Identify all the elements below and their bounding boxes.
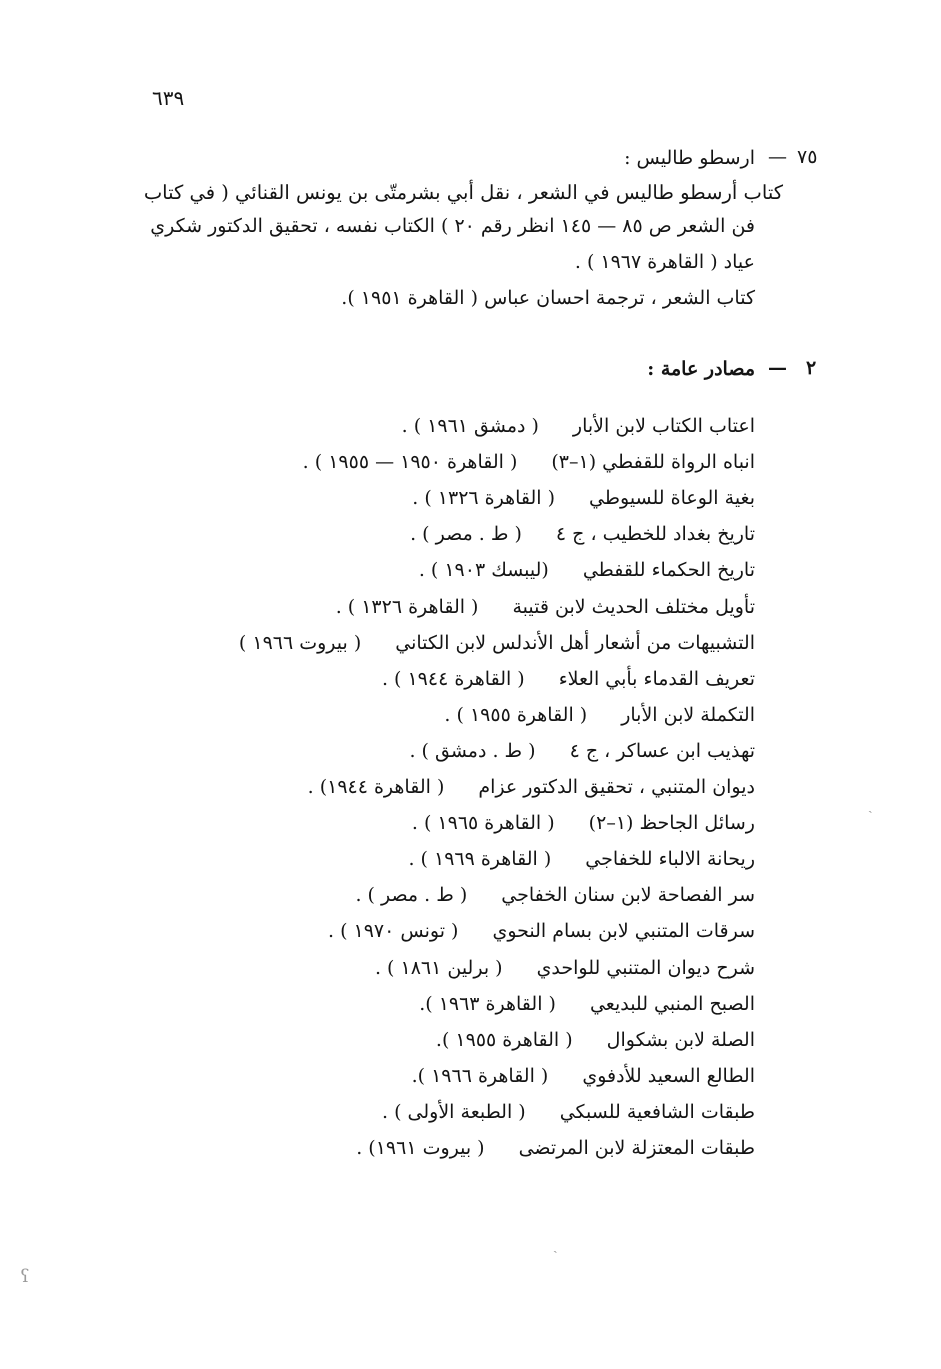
source-entry: [328, 919, 755, 943]
source-entry: [239, 631, 755, 655]
source-entry: [336, 595, 755, 619]
source-publication: ( بيروت ١٩٦١) .: [356, 1137, 485, 1159]
scan-speck: ˎ: [553, 1238, 558, 1254]
section-75-line-2: فن الشعر ص ٨٥ — ١٤٥ انظر رقم ٢٠ ) الكتاب نفسه ، تحقيق الدكتور شكري: [150, 215, 755, 237]
source-title: اعتاب الكتاب لابن الأبار: [572, 415, 755, 437]
source-title: التشبيهات من أشعار أهل الأندلس لابن الكتاني: [395, 632, 755, 654]
source-publication: ( القاهرة ١٣٢٦ ) .: [335, 596, 479, 618]
scan-speck: ʕ: [20, 1266, 30, 1287]
source-entry: [375, 956, 755, 980]
source-title: ديوان المتنبي ، تحقيق الدكتور عزام: [478, 776, 755, 798]
source-publication: ( القاهرة ١٩٥٥ ) .: [444, 704, 588, 726]
source-publication: ( القاهرة ١٣٢٦ ) .: [412, 487, 556, 509]
source-publication: ( دمشق ١٩٦١ ) .: [401, 415, 539, 437]
source-publication: ( تونس ١٩٧٠ ) .: [327, 920, 459, 942]
section-2-number: ٢: [806, 357, 817, 379]
section-75-heading: ارسطو طاليس :: [624, 147, 755, 169]
source-entry: [436, 1028, 755, 1052]
source-title: رسائل الجاحظ (١–٢): [588, 812, 755, 834]
source-entry: [412, 811, 755, 835]
source-title: انباه الرواة للقفطي (١–٣): [551, 451, 755, 473]
source-publication: ( بيروت ١٩٦٦ ): [238, 632, 362, 654]
source-title: طبقات الشافعية للسبكي: [559, 1101, 755, 1123]
source-entry: [303, 450, 755, 474]
source-entry: [355, 883, 755, 907]
scan-speck: ˏ: [868, 798, 873, 814]
source-publication: (ليبسك ١٩٠٣ ) .: [418, 559, 549, 581]
source-entry: [408, 847, 755, 871]
source-title: بغية الوعاة للسيوطي: [589, 487, 755, 509]
source-publication: ( القاهرة ١٩٤٤) .: [307, 776, 445, 798]
source-publication: ( القاهرة ١٩٦٦ ).: [411, 1065, 549, 1087]
source-title: الطالع السعيد للأدفوي: [582, 1065, 755, 1087]
source-entry: [382, 1100, 755, 1124]
source-title: تهذيب ابن عساكر ، ج ٤: [569, 740, 755, 762]
source-entry: [356, 1136, 755, 1160]
source-title: التكملة لابن الأبار: [621, 704, 755, 726]
source-title: شرح ديوان المتنبي للواحدي: [536, 957, 755, 979]
source-title: تأويل مختلف الحديث لابن قتيبة: [512, 596, 755, 618]
page-number: ٦٣٩: [152, 86, 185, 110]
source-title: تاريخ الحكماء للقفطي: [582, 559, 755, 581]
section-75-dash: —: [768, 146, 787, 168]
section-2-heading: مصادر عامة :: [647, 358, 755, 380]
source-publication: ( برلين ١٨٦١ ) .: [374, 957, 503, 979]
section-75-line-4: كتاب الشعر ، ترجمة احسان عباس ( القاهرة ١٩٥١ ).: [341, 287, 755, 309]
source-title: تعريف القدماء بأبي العلاء: [558, 668, 755, 690]
source-publication: ( القاهرة ١٩٥٥ ).: [435, 1029, 573, 1051]
source-entry: [412, 486, 755, 510]
source-title: سرقات المتنبي لابن بسام النحوي: [492, 920, 755, 942]
source-publication: ( الطبعة الأولى ) .: [382, 1101, 526, 1123]
source-title: تاريخ بغداد للخطيب ، ج ٤: [555, 523, 755, 545]
source-publication: ( القاهرة ١٩٦٣ ).: [419, 993, 556, 1015]
source-publication: ( القاهرة ١٩٤٤ ) .: [381, 668, 525, 690]
source-publication: ( ط . دمشق ) .: [409, 740, 536, 762]
source-entry: [419, 992, 755, 1016]
source-entry: [444, 703, 755, 727]
source-title: الصبح المنبي للبديعي: [589, 993, 755, 1015]
source-title: طبقات المعتزلة لابن المرتضى: [518, 1137, 755, 1159]
section-75-number: ٧٥: [797, 146, 818, 168]
source-publication: ( القاهرة ١٩٥٠ — ١٩٥٥ ) .: [302, 451, 518, 473]
source-publication: ( القاهرة ١٩٦٥ ) .: [411, 812, 555, 834]
source-entry: [402, 414, 755, 438]
source-publication: ( ط . مصر ) .: [355, 884, 468, 906]
source-entry: [410, 522, 755, 546]
source-title: الصلة لابن بشكوال: [606, 1029, 755, 1051]
source-entry: [419, 558, 755, 582]
source-entry: [412, 1064, 755, 1088]
section-75-line-1: كتاب أرسطو طاليس في الشعر ، نقل أبي بشرمتّى بن يونس القنائي ( في كتاب: [143, 181, 783, 204]
source-title: ريحانة الالباء للخفاجي: [585, 848, 755, 870]
source-entry: [409, 739, 755, 763]
source-entry: [382, 667, 755, 691]
section-75-line-3: عياد ( القاهرة ١٩٦٧ ) .: [574, 251, 755, 273]
section-2-dash: —: [768, 357, 787, 379]
source-publication: ( القاهرة ١٩٦٩ ) .: [408, 848, 552, 870]
source-publication: ( ط . مصر ) .: [410, 523, 522, 545]
source-entry: [308, 775, 755, 799]
source-title: سر الفصاحة لابن سنان الخفاجي: [501, 884, 755, 906]
